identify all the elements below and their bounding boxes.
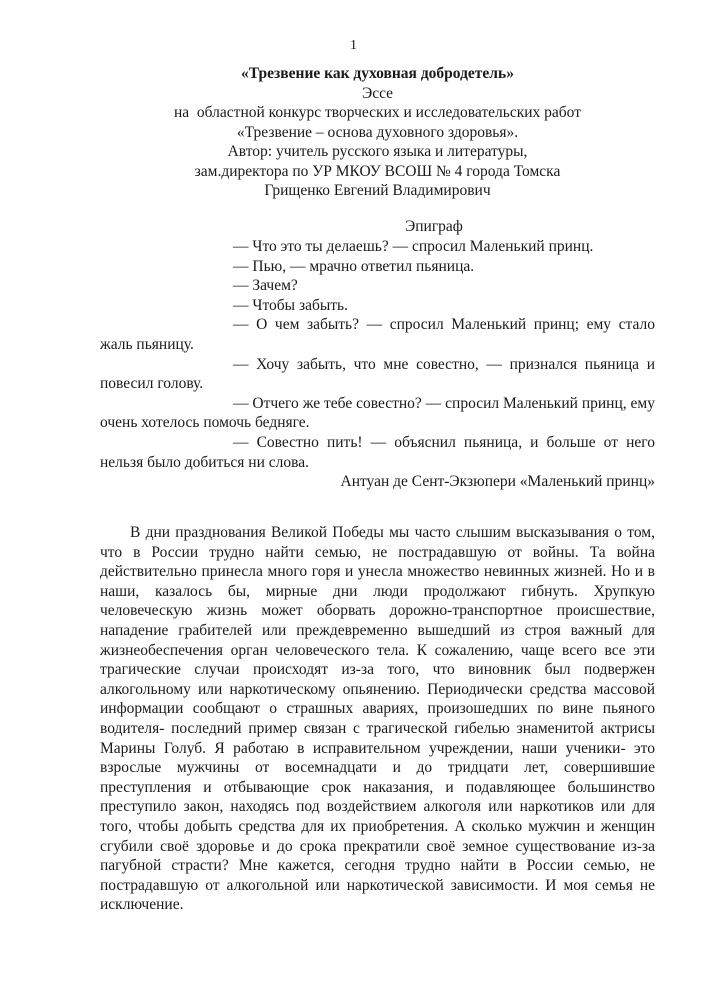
- epigraph: [100, 237, 655, 492]
- author-name: Грищенко Евгений Владимирович: [264, 182, 491, 199]
- epigraph-line: — Чтобы забыть.: [233, 296, 348, 314]
- epigraph-line: — Совестно пить! — объяснил пьяница, и больше от него нельзя было добиться ни слова.: [100, 433, 655, 471]
- contest-line: на областной конкурс творческих и исследовательских работ: [174, 104, 581, 121]
- epigraph-line: — Пью, — мрачно ответил пьяница.: [233, 257, 475, 275]
- page-number: 1: [350, 38, 357, 53]
- essay-genre: Эссе: [361, 84, 394, 102]
- epigraph-label: Эпиграф: [405, 218, 463, 235]
- body-paragraph: В дни празднования Великой Победы мы часто слышим высказывания о том, что в России трудно найти семью, не пострадавшую от войны. Та война действительно принесла много горя и унесла множество невинных жизней. Но и в наши, казалось бы, мирные дни люди продолжают гибнуть. Хрупкую человеческую жизнь может оборвать дорожно-транспортное происшествие, нападение грабителей или преждевременно вышедший из строя важный для жизнеобеспечения орган человеческого тела. К сожалению, чаще всего все эти трагические случаи происходят из-за того, что виновник был подвержен алкогольному или наркотическому опьянению. Периодически средства массовой информации сообщают о страшных авариях, произошедших по вине пьяного водителя- последний пример связан с трагической гибелью знаменитой актрисы Марины Голуб. Я работаю в исправительном учреждении, наши ученики- это взрослые мужчины от восемнадцати и до тридцати лет, совершившие преступления и отбывающие срок наказания, и подавляющее большинство преступило закон, находясь под воздействием алкоголя или наркотиков или для того, чтобы добыть средства для их приобретения. А сколько мужчин и женщин сгубили своё здоровье и до срока прекратили своё земное существование из-за пагубной страсти? Мне кажется, сегодня трудно найти в России семью, не пострадавшую от алкогольной или наркотической зависимости. И моя семья не исключение.: [100, 524, 655, 914]
- contest-title: «Трезвение – основа духовного здоровья».: [236, 123, 519, 141]
- epigraph-line: — Отчего же тебе совестно? — спросил Маленький принц, ему очень хотелось помочь бедняге.: [100, 394, 655, 432]
- epigraph-line: — Что это ты делаешь? — спросил Маленький принц.: [233, 238, 594, 255]
- epigraph-attribution: Антуан де Сент-Экзюпери «Маленький принц»: [340, 473, 655, 491]
- essay-header: [100, 64, 655, 201]
- epigraph-line: — Хочу забыть, что мне совестно, — признался пьяница и повесил голову.: [100, 355, 655, 393]
- position-line: зам.директора по УР МКОУ ВСОШ № 4 города Томска: [194, 162, 561, 180]
- epigraph-line: — Зачем?: [233, 277, 298, 295]
- essay-body: [100, 523, 655, 915]
- author-line: Автор: учитель русского языка и литературы,: [227, 143, 528, 160]
- essay-title: «Трезвение как духовная добродетель»: [241, 65, 514, 82]
- epigraph-line: — О чем забыть? — спросил Маленький принц; ему стало жаль пьяницу.: [100, 316, 655, 353]
